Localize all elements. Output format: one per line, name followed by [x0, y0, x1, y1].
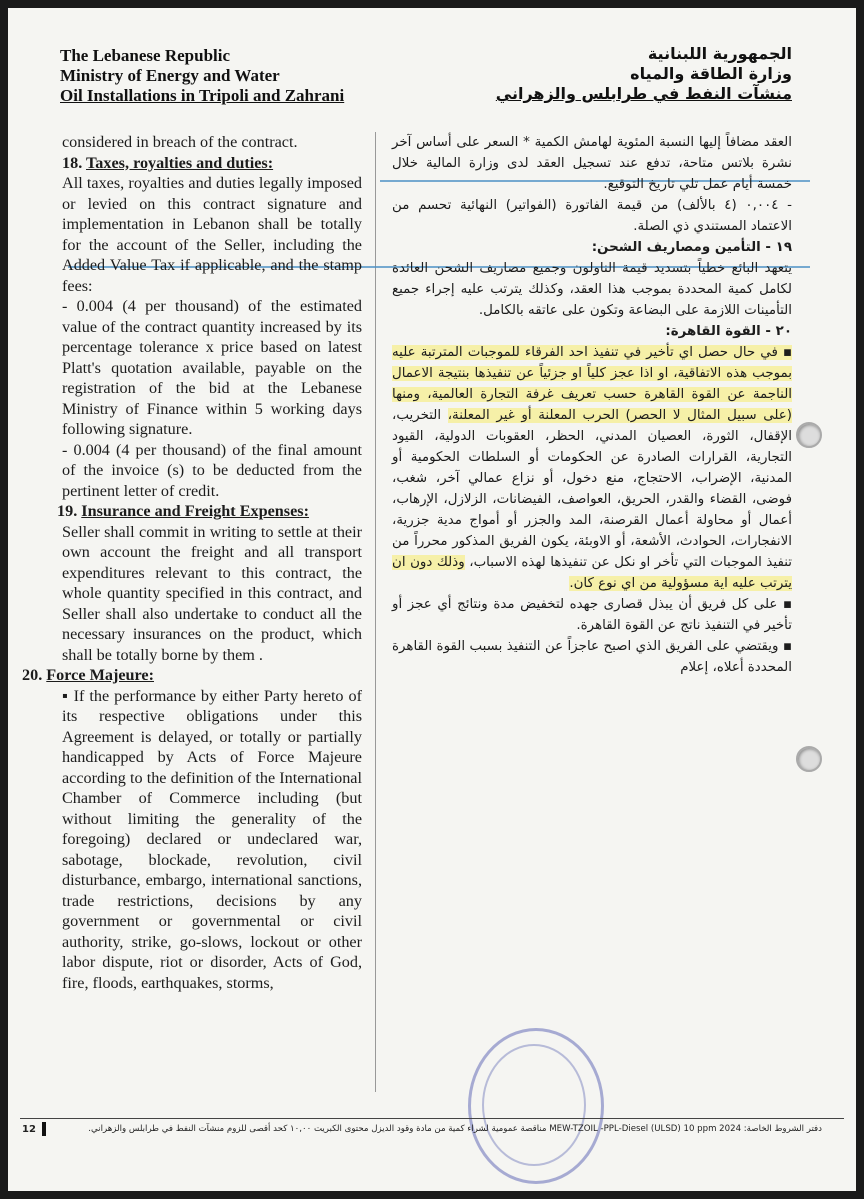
arabic-column	[392, 132, 792, 678]
ar-para-2: - ٠,٠٠٤ (٤ بالألف) من قيمة الفاتورة (الفواتير) النهائية تحسم من الاعتماد المستندي ذي الصلة.	[392, 198, 792, 234]
section-18-number: 18.	[62, 153, 83, 172]
header-en-line-3: Oil Installations in Tripoli and Zahrani	[60, 86, 345, 105]
section-19-number: 19.	[57, 502, 78, 520]
english-column	[22, 132, 362, 993]
punch-hole-icon	[796, 422, 822, 448]
section-19-title: Insurance and Freight Expenses:	[81, 502, 309, 520]
section-20-title: Force Majeure:	[46, 666, 154, 684]
ar-highlight-2: وذلك دون ان يترتب عليه اية مسؤولية من اي نوع كان.	[392, 555, 792, 591]
header-ar-line-2: وزارة الطاقة والمياه	[630, 64, 792, 83]
page-number: 12	[22, 1124, 36, 1135]
ar-section-20-body	[392, 342, 792, 594]
ar-section-19-heading: ١٩ - التأمين ومصاريف الشحن:	[591, 240, 792, 255]
ar-para-1: العقد مضافاً إليها النسبة المئوية لهامش الكمية * السعر على أساس آخر نشرة بلاتس متاحة، تدفع عند تسجيل العقد لدى وزارة المالية خلال خمسة أيام عمل تلي تاريخ التوقيع.	[392, 135, 792, 192]
header-arabic	[496, 44, 792, 104]
column-divider	[375, 132, 376, 1092]
ar-section-19-body: يتعهد البائع خطياً بتسديد قيمة الناولون وجميع مصاريف الشحن العائدة لكامل كمية المحددة بموجب هذا العقد، وكذلك يترتب عليه إجراء جميع التأمينات اللازمة على البضاعة وتكون على عاتقه بالكامل.	[392, 261, 792, 318]
section-18-title: Taxes, royalties and duties:	[86, 153, 274, 172]
header-ar-line-1: الجمهورية اللبنانية	[647, 44, 792, 63]
section-19-heading	[22, 501, 362, 522]
footer-text: دفتر الشروط الخاصة: MEW-TZOIL -PPL-Diesel (ULSD) 10 ppm 2024 مناقصة عمومية لشراء كمية من مادة وقود الديزل محتوى الكبريت ١٠,٠٠ كحد أقصى للزوم منشآت النفط في طرابلس والزهراني.	[88, 1124, 822, 1134]
ar-section-20-continued: التخريب، الإقفال، الثورة، العصيان المدني، الحظر، العقوبات الدولية، القيود التجارية، القرارات الصادرة عن الحكومات أو السلطات الحكومية أو المدنية، الإضراب، الاحتجاج، منع دخول، أو نزاع عمالي آخر، شغب، فوضى، القضاء والقدر، الحريق، العواصف، الفيضانات، الزلازل، الإرهاب، أعمال أو محاولة أعمال القرصنة، المد والجزر أو أمواج مدية جزرية، الانفجارات، الحوادث، الأشعة، أو الاوبئة، يكون الفريق المذكور محرراً من تنفيذ الموجبات التي تأخر او نكل عن تنفيذها لهذه الاسباب،	[392, 408, 792, 570]
punch-hole-icon	[796, 746, 822, 772]
section-18-heading	[22, 153, 362, 174]
section-20-heading	[22, 665, 362, 686]
page-marker	[42, 1122, 46, 1136]
continued-text: considered in breach of the contract.	[62, 133, 298, 151]
section-19-body: Seller shall commit in writing to settle at their own account the freight and all transport expenditures relevant to this contract, the whole quantity specified in this contract, and Seller shall also undertake to conduct all the necessary insurances on the product, which shall be totally borne by them .	[62, 522, 362, 664]
header-ar-line-3: منشآت النفط في طرابلس والزهراني	[495, 84, 792, 103]
header-en-line-1: The Lebanese Republic	[60, 46, 231, 65]
section-18-item-1: - 0.004 (4 per thousand) of the estimated value of the contract quantity increased by its percentage tolerance x price based on latest Platt's quotation available, payable on the registration of the bid at the Lebanese Ministry of Finance within 5 working days following signature.	[62, 297, 362, 438]
ar-bullet-2: ▪ على كل فريق أن يبذل قصارى جهده لتخفيض مدة ونتائج أي عجز أو تأخير في التنفيذ ناتج عن القوة القاهرة.	[392, 597, 792, 633]
section-20-number: 20.	[22, 666, 43, 684]
stamp-seal-inner	[482, 1044, 586, 1166]
ar-section-20-heading: ٢٠ - القوة القاهرة:	[665, 324, 792, 339]
ar-highlight-1: ▪ في حال حصل اي تأخير في تنفيذ احد الفرقاء للموجبات المترتبة عليه بموجب هذه الاتفاقية، او اذا عجز كلياً او جزئياً عن تنفيذها بنتيجة الاعمال الناجمة عن القوة القاهرة حسب تعريف غرفة التجارة العالمية، ومنها (على سبيل المثال لا الحصر) الحرب المعلنة أو غير المعلنة،	[392, 345, 792, 423]
header-en-line-2: Ministry of Energy and Water	[60, 66, 280, 85]
ar-bullet-3: ▪ ويقتضي على الفريق الذي اصبح عاجزاً عن التنفيذ بسبب القوة القاهرة المحددة أعلاه، إعلام	[392, 639, 792, 675]
section-18-item-2: - 0.004 (4 per thousand) of the final amount of the invoice (s) to be deducted from the pertinent letter of credit.	[62, 440, 362, 500]
section-18-body: All taxes, royalties and duties legally imposed or levied on this contract signature and implementation in Lebanon shall be totally for the account of the Seller, including the Added Value Tax if applicable, and the stamp fees:	[62, 174, 362, 295]
document-page	[8, 8, 856, 1191]
footer-rule	[20, 1118, 844, 1119]
section-20-body: ▪ If the performance by either Party hereto of its respective obligations under this Agreement is delayed, or totally or partially handicapped by Acts of Force Majeure according to the definition of the International Chamber of Commerce including (but without limiting the generality of the foregoing) declared or undeclared war, sabotage, blockade, revolution, civil disturbance, embargo, international sanctions, trade restrictions, decisions by any government or governmental or civil authority, strike, go-slows, lockout or other labor dispute, riot or disorder, Acts of God, fire, floods, earthquakes, storms,	[62, 686, 362, 992]
header-english	[60, 46, 344, 106]
